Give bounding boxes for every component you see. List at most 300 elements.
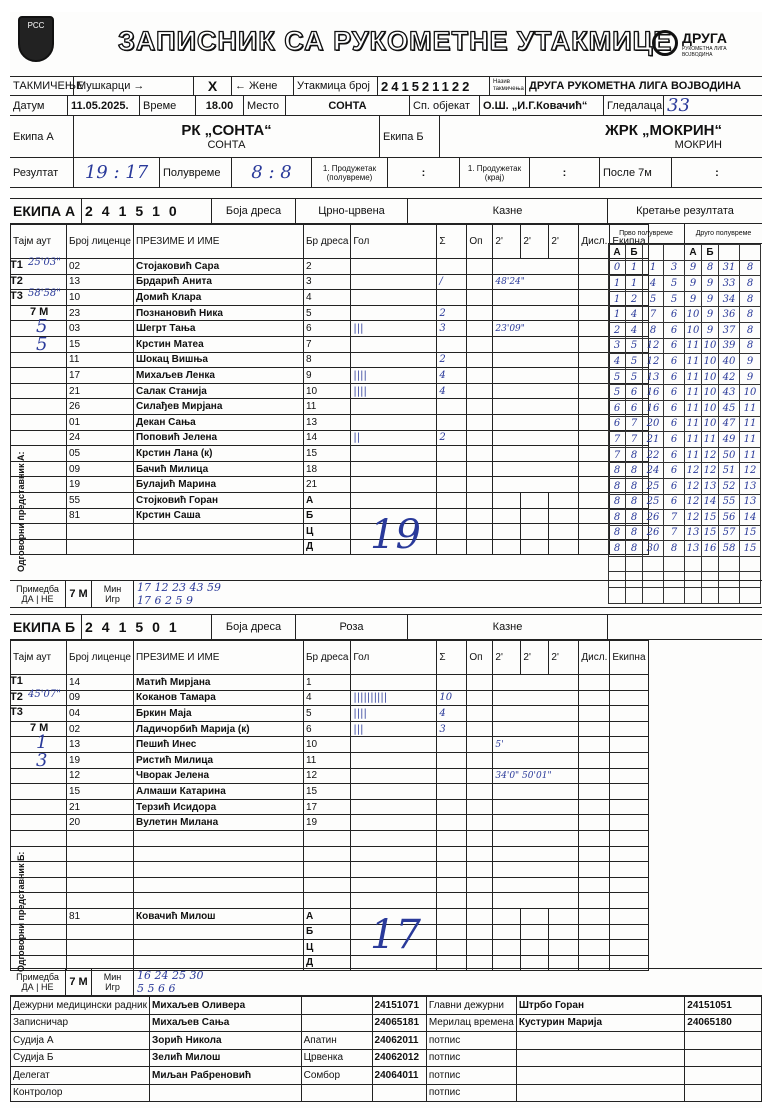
staff-name2 — [516, 1084, 684, 1102]
official-row — [11, 908, 649, 924]
progress-cell: 9 — [702, 307, 719, 323]
progress-cell: 11 — [685, 338, 702, 354]
score-progress-table — [608, 224, 762, 604]
table-row — [11, 321, 649, 337]
player-license: 09 — [67, 461, 134, 477]
player-license — [67, 846, 134, 862]
team-b-7m-label: 7 М — [30, 721, 49, 734]
timeout-t1: Т1 — [10, 259, 23, 271]
player-goal-ticks — [351, 752, 437, 768]
team-b-timeout-t2: Т2 — [10, 690, 23, 703]
player-name: Декан Сања — [133, 414, 303, 430]
team-cell — [610, 721, 648, 737]
player-penalty — [493, 862, 579, 878]
blank — [521, 940, 549, 956]
progress-cell: 11 — [740, 432, 761, 448]
blank — [467, 908, 493, 924]
table-row — [11, 477, 649, 493]
blank — [549, 492, 579, 508]
blank — [493, 508, 521, 524]
progress-cell: 8 — [740, 322, 761, 338]
player-name: Домић Клара — [133, 290, 303, 306]
progress-cell: 10 — [702, 369, 719, 385]
staff-license2: 24151051 — [685, 997, 762, 1015]
progress-cell: 6 — [664, 338, 685, 354]
player-license: 24 — [67, 430, 134, 446]
spectators-label: Гледалаца — [604, 96, 664, 115]
col-sum: Σ — [437, 641, 467, 675]
progress-cell: 37 — [719, 322, 740, 338]
player-goal-sum: 10 — [437, 690, 467, 706]
table-row — [11, 305, 649, 321]
team-b-note-row: Примедба ДА | НЕ 7 М Мин Игр 16 24 25 30 5 5 6 6 — [10, 968, 762, 996]
progress-row — [609, 307, 761, 323]
halftime-a: 8 — [251, 162, 263, 183]
staff-license2 — [685, 1049, 762, 1067]
player-goal-sum: 4 — [437, 368, 467, 384]
progress-cell: 6 — [664, 307, 685, 323]
player-name: Вулетин Милана — [133, 815, 303, 831]
disq-cell — [579, 846, 610, 862]
team-b-t2-time: 45'07" — [28, 689, 61, 700]
warning-cell — [467, 399, 493, 415]
player-goal-ticks — [351, 352, 437, 368]
player-goal-sum — [437, 799, 467, 815]
warning-cell — [467, 461, 493, 477]
page-title: ЗАПИСНИК СА РУКОМЕТНЕ УТАКМИЦЕ — [118, 26, 673, 56]
player-penalty — [493, 830, 579, 846]
staff-role2: Главни дежурни — [426, 997, 516, 1015]
player-jersey — [303, 877, 350, 893]
team-cell — [610, 675, 648, 691]
progress-cell: 8 — [740, 307, 761, 323]
staff-row — [11, 1014, 762, 1032]
player-goal-sum — [437, 336, 467, 352]
player-license: 19 — [67, 477, 134, 493]
player-name: Поповић Јелена — [133, 430, 303, 446]
team-b-header — [10, 614, 762, 640]
progress-cell: 57 — [719, 525, 740, 541]
player-jersey: 17 — [303, 799, 350, 815]
official-name — [133, 539, 303, 555]
blank — [493, 524, 521, 540]
team-a-table — [10, 224, 649, 555]
player-jersey: 11 — [303, 752, 350, 768]
player-goal-ticks — [351, 815, 437, 831]
official-name — [133, 524, 303, 540]
progress-cell: 11 — [685, 354, 702, 370]
player-jersey: 14 — [303, 430, 350, 446]
overtime1-half-value: : — [388, 158, 460, 187]
player-jersey: 19 — [303, 815, 350, 831]
staff-row — [11, 1049, 762, 1067]
table-row — [11, 784, 649, 800]
player-goal-sum — [437, 784, 467, 800]
player-jersey: 18 — [303, 461, 350, 477]
official-license — [67, 940, 134, 956]
staff-license2: 24065180 — [685, 1014, 762, 1032]
progress-cell: 11 — [685, 400, 702, 416]
staff-role2: потпис — [426, 1067, 516, 1085]
team-a-note-row: Примедба ДА | НЕ 7 М Мин Игр 17 12 23 43 59 17 6 2 5 9 — [10, 580, 762, 608]
blank — [493, 924, 521, 940]
player-goal-ticks — [351, 675, 437, 691]
progress-cell: 13 — [740, 478, 761, 494]
progress-cell: 11 — [740, 400, 761, 416]
warning-cell — [467, 737, 493, 753]
player-name: Алмаши Катарина — [133, 784, 303, 800]
team-cell — [610, 690, 648, 706]
progress-cell — [740, 556, 761, 572]
progress-row — [609, 291, 761, 307]
score-b: 17 — [125, 162, 149, 183]
player-penalty — [493, 430, 579, 446]
player-name: Пешић Инес — [133, 737, 303, 753]
progress-cell: 36 — [719, 307, 740, 323]
player-penalty: 48'24" — [493, 274, 579, 290]
igr-label: Игр — [105, 594, 120, 604]
progress-cell: 9 — [685, 291, 702, 307]
player-jersey: 4 — [303, 690, 350, 706]
table-row — [11, 274, 649, 290]
col-2min-1: 2' — [493, 641, 521, 675]
table-row — [11, 368, 649, 384]
blank — [579, 508, 610, 524]
disq-cell — [579, 768, 610, 784]
progress-cell: 15 — [740, 541, 761, 557]
progress-cell: 7 — [609, 447, 626, 463]
staff-row — [11, 997, 762, 1015]
yes-label-b: ДА — [21, 982, 34, 992]
progress-cell: 8 — [626, 447, 643, 463]
col-2min-2: 2' — [521, 641, 549, 675]
player-goal-ticks: |||||||||| — [351, 690, 437, 706]
team-cell — [610, 893, 648, 909]
player-goal-sum — [437, 752, 467, 768]
player-goal-ticks — [351, 259, 437, 275]
player-license: 02 — [67, 721, 134, 737]
team-a-rep-label: Одговорни представник А: — [16, 451, 26, 572]
player-goal-sum — [437, 846, 467, 862]
player-goal-sum — [437, 815, 467, 831]
staff-role: Судија Б — [11, 1049, 150, 1067]
progress-cell: 1 — [609, 291, 626, 307]
blank — [549, 908, 579, 924]
blank — [467, 524, 493, 540]
player-license: 02 — [67, 259, 134, 275]
progress-cell: 16 — [643, 400, 664, 416]
disq-cell — [579, 862, 610, 878]
progress-header: А — [685, 245, 702, 261]
blank — [437, 524, 467, 540]
progress-cell: 5 — [609, 369, 626, 385]
staff-role: Дежурни медицински радник — [11, 997, 150, 1015]
staff-row — [11, 1067, 762, 1085]
disq-cell — [579, 893, 610, 909]
progress-cell: 13 — [702, 478, 719, 494]
player-name: Силађев Мирјана — [133, 399, 303, 415]
progress-cell: 9 — [740, 354, 761, 370]
player-jersey — [303, 846, 350, 862]
league-logo-text: ДРУГА — [682, 30, 728, 46]
player-license: 26 — [67, 399, 134, 415]
player-name: Булајић Марина — [133, 477, 303, 493]
player-name — [133, 893, 303, 909]
staff-role: Судија А — [11, 1032, 150, 1050]
player-goal-ticks: |||| — [351, 368, 437, 384]
warning-cell — [467, 690, 493, 706]
progress-header — [719, 245, 740, 261]
player-license: 19 — [67, 752, 134, 768]
official-letter: А — [303, 492, 350, 508]
official-name: Крстин Саша — [133, 508, 303, 524]
player-penalty — [493, 752, 579, 768]
team-a-code: 241510 — [82, 199, 212, 223]
warning-cell — [467, 706, 493, 722]
yes-label: ДА — [21, 594, 34, 604]
progress-cell — [664, 556, 685, 572]
staff-role2: Мерилац времена — [426, 1014, 516, 1032]
player-penalty — [493, 675, 579, 691]
progress-cell: 4 — [643, 276, 664, 292]
staff-name2 — [516, 1049, 684, 1067]
team-cell — [610, 799, 648, 815]
col-team: Екипна — [610, 641, 648, 675]
player-goal-ticks: |||| — [351, 383, 437, 399]
col-license: Број лиценце — [67, 225, 134, 259]
player-name: Ристић Милица — [133, 752, 303, 768]
col-2min-3: 2' — [549, 641, 579, 675]
blank — [610, 924, 648, 940]
disq-cell — [579, 799, 610, 815]
progress-row — [609, 385, 761, 401]
match-number-label: Утакмица број — [294, 77, 378, 95]
player-license: 14 — [67, 675, 134, 691]
disq-cell — [579, 274, 610, 290]
warning-cell — [467, 274, 493, 290]
player-license: 15 — [67, 784, 134, 800]
player-goal-sum — [437, 477, 467, 493]
blank — [493, 539, 521, 555]
progress-row — [609, 463, 761, 479]
player-penalty — [493, 721, 579, 737]
player-jersey: 13 — [303, 414, 350, 430]
progress-cell: 20 — [643, 416, 664, 432]
staff-license — [372, 1084, 426, 1102]
progress-cell: 12 — [643, 354, 664, 370]
player-jersey: 4 — [303, 290, 350, 306]
disq-cell — [579, 690, 610, 706]
table-row — [11, 830, 649, 846]
player-name: Шокац Вишња — [133, 352, 303, 368]
warning-cell — [467, 877, 493, 893]
progress-cell: 6 — [664, 447, 685, 463]
blank — [521, 524, 549, 540]
progress-row — [609, 322, 761, 338]
timeout-cell — [11, 799, 67, 815]
table-row — [11, 690, 649, 706]
official-license: 55 — [67, 492, 134, 508]
progress-cell: 8 — [609, 525, 626, 541]
gender-selected-mark: X — [194, 77, 232, 95]
progress-cell: 6 — [664, 432, 685, 448]
progress-cell: 8 — [740, 338, 761, 354]
progress-cell: 4 — [609, 354, 626, 370]
progress-cell: 8 — [664, 541, 685, 557]
warning-cell — [467, 352, 493, 368]
player-goal-sum: 3 — [437, 721, 467, 737]
player-jersey: 15 — [303, 784, 350, 800]
progress-cell: 5 — [609, 385, 626, 401]
team-a-city: СОНТА — [207, 139, 246, 151]
col-warning: Оп — [467, 641, 493, 675]
blank — [493, 492, 521, 508]
table-row — [11, 399, 649, 415]
progress-cell: 11 — [740, 416, 761, 432]
col-license: Број лиценце — [67, 641, 134, 675]
player-goal-sum: 2 — [437, 430, 467, 446]
player-name: Михаљев Ленка — [133, 368, 303, 384]
player-goal-sum: 2 — [437, 352, 467, 368]
staff-role: Записничар — [11, 1014, 150, 1032]
teams-row — [10, 116, 762, 158]
player-goal-ticks — [351, 336, 437, 352]
player-license — [67, 830, 134, 846]
team-a-7m-label: 7 М — [30, 305, 49, 318]
staff-license: 24062011 — [372, 1032, 426, 1050]
warning-cell — [467, 784, 493, 800]
progress-cell: 26 — [643, 510, 664, 526]
progress-header: А — [609, 245, 626, 261]
player-name: Шегрт Тања — [133, 321, 303, 337]
date-value: 11.05.2025. — [68, 96, 140, 115]
blank — [579, 492, 610, 508]
progress-cell: 52 — [719, 478, 740, 494]
progress-cell — [643, 556, 664, 572]
progress-cell: 45 — [719, 400, 740, 416]
progress-cell: 7 — [664, 525, 685, 541]
warning-cell — [467, 383, 493, 399]
player-goal-ticks — [351, 274, 437, 290]
player-license — [67, 893, 134, 909]
progress-cell: 11 — [702, 432, 719, 448]
progress-row — [609, 260, 761, 276]
progress-cell: 34 — [719, 291, 740, 307]
player-goal-sum — [437, 399, 467, 415]
player-license: 21 — [67, 383, 134, 399]
progress-cell: 5 — [664, 291, 685, 307]
player-jersey: 5 — [303, 305, 350, 321]
table-row — [11, 259, 649, 275]
timeout-cell — [11, 414, 67, 430]
blank — [493, 908, 521, 924]
player-penalty — [493, 477, 579, 493]
official-license — [67, 539, 134, 555]
col-sum: Σ — [437, 225, 467, 259]
player-goal-sum: 3 — [437, 321, 467, 337]
official-letter: Ц — [303, 940, 350, 956]
progress-label: Кретање резултата — [636, 205, 734, 217]
progress-cell — [702, 556, 719, 572]
progress-cell: 42 — [719, 369, 740, 385]
min-label: Мин — [103, 584, 122, 594]
warning-cell — [467, 290, 493, 306]
warning-cell — [467, 305, 493, 321]
player-penalty — [493, 461, 579, 477]
progress-cell: 6 — [609, 400, 626, 416]
table-row — [11, 352, 649, 368]
player-jersey: 10 — [303, 737, 350, 753]
player-goal-ticks — [351, 305, 437, 321]
disq-cell — [579, 706, 610, 722]
blank — [467, 539, 493, 555]
col-timeout: Тајм аут — [11, 641, 67, 675]
staff-role2: потпис — [426, 1049, 516, 1067]
player-license: 13 — [67, 737, 134, 753]
blank — [549, 539, 579, 555]
col-timeout: Тајм аут — [11, 225, 67, 259]
official-name — [133, 940, 303, 956]
progress-cell: 25 — [643, 494, 664, 510]
staff-license2 — [685, 1067, 762, 1085]
team-cell — [610, 752, 648, 768]
league-logo-icon — [652, 30, 678, 56]
progress-cell: 15 — [702, 525, 719, 541]
progress-cell: 10 — [702, 416, 719, 432]
player-goal-ticks — [351, 893, 437, 909]
player-goal-ticks — [351, 862, 437, 878]
no-label: НЕ — [40, 594, 54, 604]
after-7m-value: : — [715, 166, 719, 179]
progress-cell: 14 — [702, 494, 719, 510]
staff-city: Црвенка — [301, 1049, 372, 1067]
league-logo-subtext: РУКОМЕТНА ЛИГА ВОЈВОДИНА — [682, 46, 727, 58]
table-row — [11, 336, 649, 352]
warning-cell — [467, 815, 493, 831]
player-goal-sum — [437, 862, 467, 878]
warning-cell — [467, 368, 493, 384]
progress-cell: 40 — [719, 354, 740, 370]
player-goal-ticks — [351, 737, 437, 753]
team-a-note-label: Примедба — [16, 584, 59, 594]
first-half-label: Прво полувреме — [608, 224, 685, 243]
table-row — [11, 893, 649, 909]
player-jersey — [303, 830, 350, 846]
team-b-note-label: Примедба — [16, 972, 59, 982]
blank — [493, 940, 521, 956]
player-jersey: 1 — [303, 675, 350, 691]
player-penalty: 34'0" 50'01" — [493, 768, 579, 784]
progress-cell: 8 — [626, 494, 643, 510]
player-goal-sum: 2 — [437, 305, 467, 321]
progress-row — [609, 447, 761, 463]
team-cell — [610, 784, 648, 800]
date-label: Датум — [10, 96, 68, 115]
match-number: 241521122 — [378, 77, 490, 95]
player-jersey: 3 — [303, 274, 350, 290]
player-jersey: 21 — [303, 477, 350, 493]
progress-cell: 11 — [685, 369, 702, 385]
team-b-jersey: Роза — [296, 615, 408, 639]
result-label: Резултат — [10, 158, 74, 187]
official-row — [11, 924, 649, 940]
venue-value: О.Ш. „И.Г.Ковачић“ — [480, 96, 604, 115]
player-goal-sum — [437, 768, 467, 784]
blank — [467, 924, 493, 940]
table-row — [11, 877, 649, 893]
team-b-timeout-t3: Т3 — [10, 706, 23, 719]
progress-cell: 12 — [702, 463, 719, 479]
